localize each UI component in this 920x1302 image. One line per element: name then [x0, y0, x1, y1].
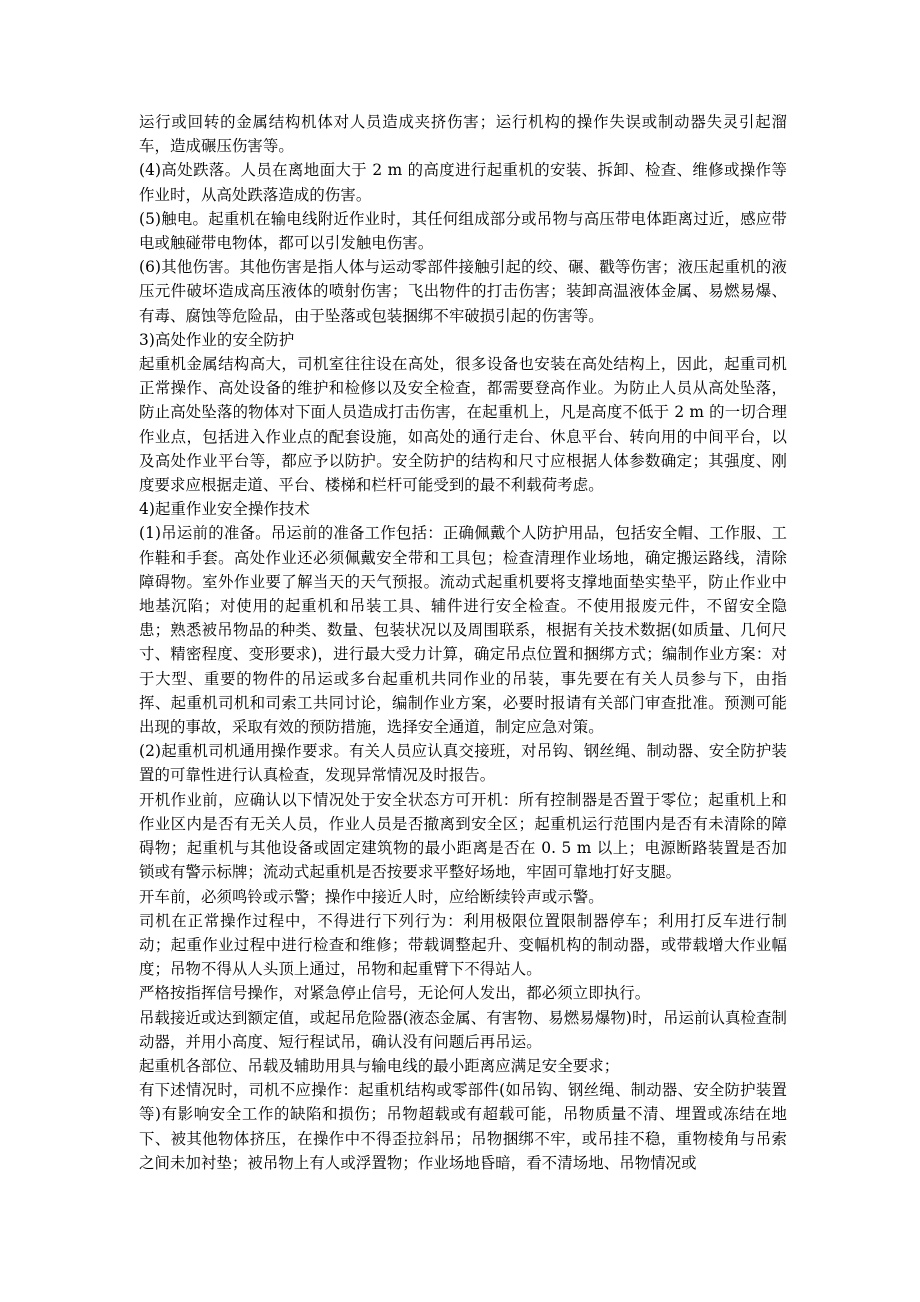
paragraph-power-line-distance: 起重机各部位、吊载及辅助用具与输电线的最小距离应满足安全要求；	[139, 1056, 620, 1075]
section-heading-height-protection: 3)高处作业的安全防护	[139, 330, 295, 349]
document-page	[139, 110, 787, 1175]
paragraph-bell-signal: 开车前，必须鸣铃或示警；操作中接近人时，应给断续铃声或示警。	[139, 887, 604, 906]
paragraph-prohibited-actions: 司机在正常操作过程中，不得进行下列行为：利用极限位置限制器停车；利用打反车进行制动；起重作业过程中进行检查和维修；带载调整起升、变幅机构的制动器，或带载增大作业幅度；吊物不得从人头顶上通过，吊物和起重臂下不得站人。	[139, 911, 787, 979]
paragraph-pre-start-checks: 开机作业前，应确认以下情况处于安全状态方可开机：所有控制器是否置于零位；起重机上和作业区内是否有无关人员，作业人员是否撤离到安全区；起重机运行范围内是否有未清除的障碍物；起重机与其他设备或固定建筑物的最小距离是否在 0. 5 m 以上；电源断路装置是否加锁或有警示标牌；流动式起重机是否按要求平整好场地，牢固可靠地打好支腿。	[139, 790, 787, 882]
paragraph-other-injuries: (6)其他伤害。其他伤害是指人体与运动零部件接触引起的绞、碾、戳等伤害；液压起重机的液压元件破坏造成高压液体的喷射伤害；飞出物件的打击伤害；装卸高温液体金属、易燃易爆、有毒、腐蚀等危险品，由于坠落或包装捆绑不牢破损引起的伤害等。	[139, 258, 787, 325]
paragraph-preparation: (1)吊运前的准备。吊运前的准备工作包括：正确佩戴个人防护用品，包括安全帽、工作服、工作鞋和手套。高处作业还必须佩戴安全带和工具包；检查清理作业场地，确定搬运路线，清除障碍物。室外作业要了解当天的天气预报。流动式起重机要将支撑地面垫实垫平，防止作业中地基沉陷；对使用的起重机和吊装工具、辅件进行安全检查。不使用报废元件，不留安全隐患；熟悉被吊物品的种类、数量、包装状况以及周围联系，根据有关技术数据(如质量、几何尺寸、精密程度、变形要求)，进行最大受力计算，确定吊点位置和捆绑方式；编制作业方案：对于大型、重要的物件的吊运或多台起重机共同作业的吊装，事先要在有关人员参与下，由指挥、起重机司机和司索工共同讨论，编制作业方案，必要时报请有关部门审查批准。预测可能出现的事故，采取有效的预防措施，选择安全通道，制定应急对策。	[139, 524, 787, 737]
paragraph-height-protection: 起重机金属结构高大，司机室往往设在高处，很多设备也安装在高处结构上，因此，起重司机正常操作、高处设备的维护和检修以及安全检查，都需要登高作业。为防止人员从高处坠落，防止高处坠落的物体对下面人员造成打击伤害，在起重机上，凡是高度不低于 2 m 的一切合理作业点，包括进入作业点的配套设施，如高处的通行走台、休息平台、转向用的中间平台，以及高处作业平台等，都应予以防护。安全防护的结构和尺寸应根据人体参数确定；其强度、刚度要求应根据走道、平台、楼梯和栏杆可能受到的最不利载荷考虑。	[139, 355, 787, 495]
paragraph-fall-from-height: (4)高处跌落。人员在离地面大于 2 m 的高度进行起重机的安装、拆卸、检查、维修或操作等作业时，从高处跌落造成的伤害。	[139, 161, 787, 204]
paragraph-rated-load-test: 吊载接近或达到额定值，或起吊危险器(液态金属、有害物、易燃易爆物)时，吊运前认真检查制动器，并用小高度、短行程试吊，确认没有问题后再吊运。	[139, 1008, 787, 1051]
section-heading-operation-techniques: 4)起重作业安全操作技术	[139, 500, 310, 519]
paragraph-general-requirements: (2)起重机司机通用操作要求。有关人员应认真交接班，对吊钩、钢丝绳、制动器、安全防护装置的可靠性进行认真检查，发现异常情况及时报告。	[139, 742, 787, 785]
paragraph-crush-injury-continued: 运行或回转的金属结构机体对人员造成夹挤伤害；运行机构的操作失误或制动器失灵引起溜车，造成碾压伤害等。	[139, 113, 787, 156]
paragraph-signal-compliance: 严格按指挥信号操作，对紧急停止信号，无论何人发出，都必须立即执行。	[139, 984, 651, 1003]
paragraph-no-operation-conditions: 有下述情况时，司机不应操作：起重机结构或零部件(如吊钩、钢丝绳、制动器、安全防护装置等)有影响安全工作的缺陷和损伤；吊物超载或有超载可能，吊物质量不清、埋置或冻结在地下、被其他物体挤压，在操作中不得歪拉斜吊；吊物捆绑不牢，或吊挂不稳，重物棱角与吊索之间未加衬垫；被吊物上有人或浮置物；作业场地昏暗，看不清场地、吊物情况或	[139, 1081, 787, 1172]
paragraph-electric-shock: (5)触电。起重机在输电线附近作业时，其任何组成部分或吊物与高压带电体距离过近，感应带电或触碰带电物体，都可以引发触电伤害。	[139, 209, 787, 253]
